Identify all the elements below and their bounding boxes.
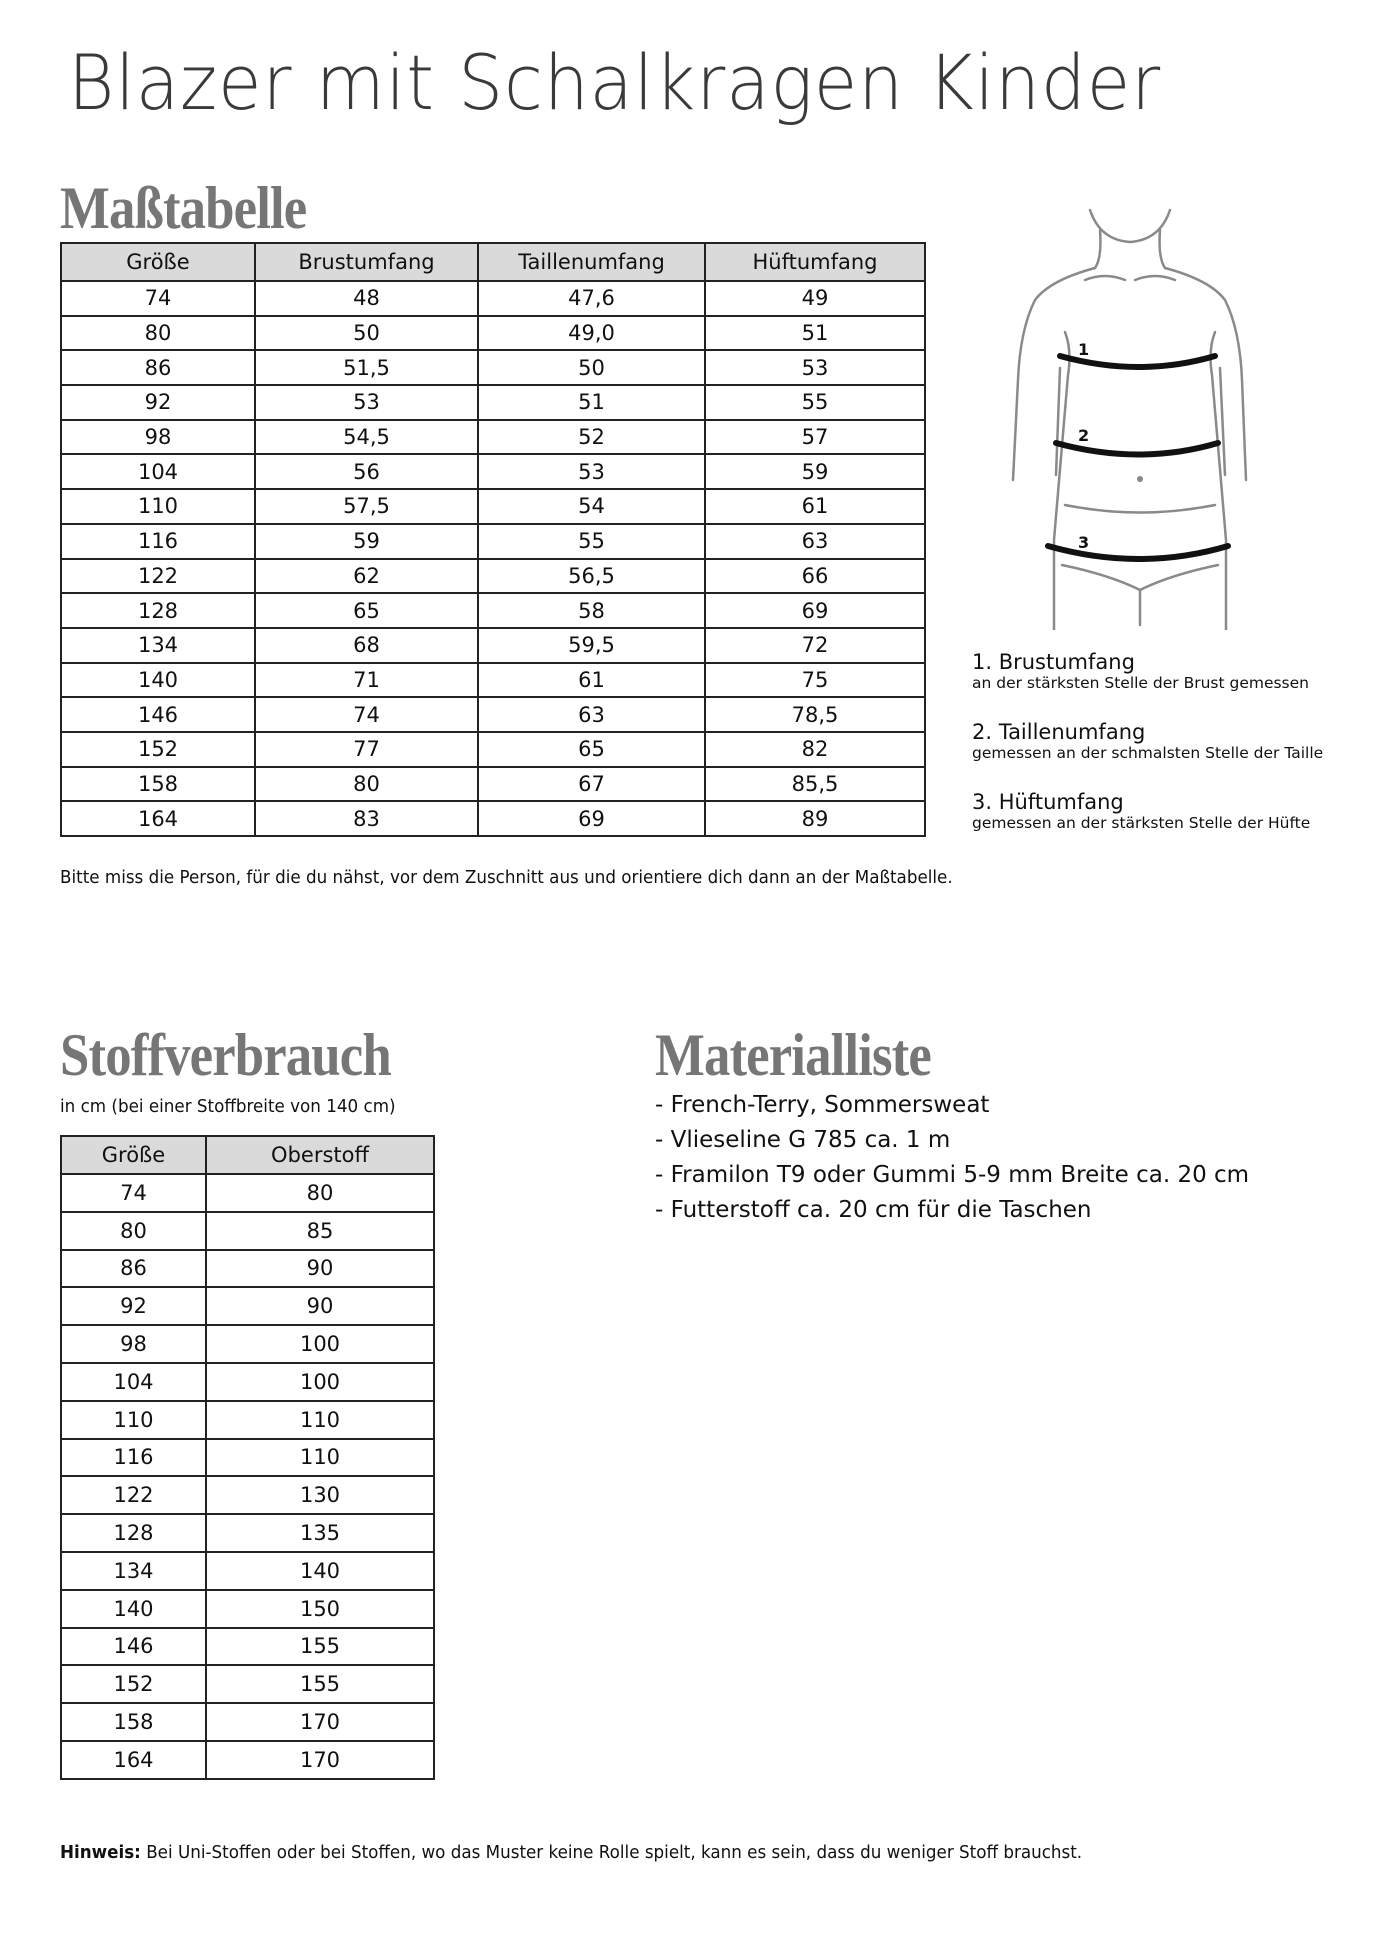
column-header-main-fabric: Oberstoff: [206, 1136, 434, 1174]
page-title: Blazer mit Schalkragen Kinder: [68, 38, 1162, 127]
table-row: [61, 1439, 434, 1477]
table-cell: 69: [705, 593, 925, 628]
table-cell: 65: [255, 593, 478, 628]
table-cell: 90: [206, 1250, 434, 1288]
table-row: [61, 593, 925, 628]
table-cell: 86: [61, 1250, 206, 1288]
size-chart-table: [60, 242, 926, 837]
materials-list: [655, 1088, 1249, 1228]
table-cell: 62: [255, 559, 478, 594]
table-cell: 85,5: [705, 767, 925, 802]
table-cell: 54: [478, 489, 705, 524]
hint-text: Bei Uni-Stoffen oder bei Stoffen, wo das Muster keine Rolle spielt, kann es sein, dass du weniger Stoff brauchst.: [140, 1842, 1083, 1863]
table-row: [61, 1665, 434, 1703]
table-row: [61, 1741, 434, 1779]
table-cell: 78,5: [705, 697, 925, 732]
table-cell: 47,6: [478, 281, 705, 316]
table-row: [61, 1703, 434, 1741]
fabric-usage-table: [60, 1135, 435, 1780]
table-cell: 155: [206, 1628, 434, 1666]
table-cell: 63: [705, 524, 925, 559]
table-cell: 152: [61, 732, 255, 767]
table-cell: 122: [61, 559, 255, 594]
column-header-size: Größe: [61, 1136, 206, 1174]
table-row: [61, 1628, 434, 1666]
table-cell: 54,5: [255, 420, 478, 455]
legend-title: 3. Hüftumfang: [972, 790, 1124, 814]
table-cell: 80: [61, 1212, 206, 1250]
table-cell: 55: [478, 524, 705, 559]
table-cell: 61: [478, 663, 705, 698]
table-row: [61, 1552, 434, 1590]
table-cell: 98: [61, 420, 255, 455]
table-row: [61, 489, 925, 524]
table-cell: 75: [705, 663, 925, 698]
marker-1: 1: [1078, 340, 1090, 359]
table-row: [61, 524, 925, 559]
table-cell: 80: [206, 1174, 434, 1212]
legend-description: an der stärksten Stelle der Brust gemessen: [972, 674, 1309, 692]
table-row: [61, 350, 925, 385]
table-cell: 150: [206, 1590, 434, 1628]
material-item: - Vlieseline G 785 ca. 1 m: [655, 1127, 951, 1153]
hip-measure-line: [1048, 546, 1228, 559]
table-cell: 59,5: [478, 628, 705, 663]
table-header-row: [61, 243, 925, 281]
table-cell: 135: [206, 1514, 434, 1552]
table-row: [61, 628, 925, 663]
table-cell: 158: [61, 1703, 206, 1741]
table-cell: 100: [206, 1363, 434, 1401]
table-cell: 61: [705, 489, 925, 524]
body-measurement-figure: [1010, 200, 1290, 630]
table-cell: 59: [705, 454, 925, 489]
table-cell: 164: [61, 1741, 206, 1779]
table-cell: 80: [255, 767, 478, 802]
hint-note: [60, 1842, 1082, 1863]
table-cell: 50: [478, 350, 705, 385]
table-cell: 51: [478, 385, 705, 420]
table-cell: 49,0: [478, 316, 705, 351]
body-outline-icon: [1010, 200, 1290, 630]
table-cell: 122: [61, 1476, 206, 1514]
table-row: [61, 281, 925, 316]
table-row: [61, 1401, 434, 1439]
table-cell: 110: [206, 1439, 434, 1477]
table-cell: 51: [705, 316, 925, 351]
table-cell: 85: [206, 1212, 434, 1250]
table-cell: 56,5: [478, 559, 705, 594]
table-cell: 170: [206, 1703, 434, 1741]
table-cell: 89: [705, 801, 925, 836]
measurement-legend: [972, 650, 1323, 860]
table-cell: 57: [705, 420, 925, 455]
table-cell: 53: [478, 454, 705, 489]
table-cell: 164: [61, 801, 255, 836]
table-row: [61, 454, 925, 489]
table-cell: 50: [255, 316, 478, 351]
table-row: [61, 559, 925, 594]
table-row: [61, 697, 925, 732]
table-cell: 53: [705, 350, 925, 385]
table-cell: 82: [705, 732, 925, 767]
legend-item-hip: [972, 790, 1323, 860]
table-cell: 74: [61, 1174, 206, 1212]
materials-heading: Materialliste: [655, 1022, 931, 1088]
table-cell: 110: [206, 1401, 434, 1439]
table-row: [61, 732, 925, 767]
table-cell: 90: [206, 1287, 434, 1325]
table-cell: 140: [206, 1552, 434, 1590]
size-chart-note: Bitte miss die Person, für die du nähst, vor dem Zuschnitt aus und orientiere dich dann an der Maßtabelle.: [60, 867, 953, 888]
table-cell: 116: [61, 524, 255, 559]
table-cell: 92: [61, 1287, 206, 1325]
table-cell: 63: [478, 697, 705, 732]
table-row: [61, 1514, 434, 1552]
table-cell: 52: [478, 420, 705, 455]
hint-label: Hinweis:: [60, 1842, 141, 1863]
table-row: [61, 316, 925, 351]
table-cell: 77: [255, 732, 478, 767]
table-cell: 128: [61, 593, 255, 628]
table-row: [61, 767, 925, 802]
table-cell: 155: [206, 1665, 434, 1703]
fabric-usage-heading: Stoffverbrauch: [60, 1022, 391, 1088]
table-row: [61, 1590, 434, 1628]
table-row: [61, 1476, 434, 1514]
table-cell: 83: [255, 801, 478, 836]
table-header-row: [61, 1136, 434, 1174]
table-cell: 130: [206, 1476, 434, 1514]
material-item: - French-Terry, Sommersweat: [655, 1092, 990, 1118]
legend-item-waist: [972, 720, 1323, 790]
table-cell: 51,5: [255, 350, 478, 385]
table-cell: 170: [206, 1741, 434, 1779]
column-header-chest: Brustumfang: [255, 243, 478, 281]
table-cell: 100: [206, 1325, 434, 1363]
legend-description: gemessen an der schmalsten Stelle der Taille: [972, 744, 1324, 762]
table-cell: 48: [255, 281, 478, 316]
table-row: [61, 1212, 434, 1250]
table-cell: 74: [255, 697, 478, 732]
table-cell: 110: [61, 1401, 206, 1439]
column-header-hip: Hüftumfang: [705, 243, 925, 281]
table-row: [61, 385, 925, 420]
table-cell: 152: [61, 1665, 206, 1703]
table-cell: 53: [255, 385, 478, 420]
table-cell: 158: [61, 767, 255, 802]
table-cell: 57,5: [255, 489, 478, 524]
table-cell: 69: [478, 801, 705, 836]
column-header-waist: Taillenumfang: [478, 243, 705, 281]
size-chart-heading: Maßtabelle: [60, 175, 307, 241]
table-cell: 72: [705, 628, 925, 663]
table-cell: 49: [705, 281, 925, 316]
fabric-usage-subtitle: in cm (bei einer Stoffbreite von 140 cm): [60, 1096, 396, 1117]
table-cell: 66: [705, 559, 925, 594]
table-cell: 80: [61, 316, 255, 351]
table-cell: 134: [61, 628, 255, 663]
marker-2: 2: [1078, 426, 1090, 445]
table-row: [61, 1174, 434, 1212]
table-cell: 128: [61, 1514, 206, 1552]
table-row: [61, 663, 925, 698]
table-cell: 116: [61, 1439, 206, 1477]
table-cell: 56: [255, 454, 478, 489]
table-row: [61, 1325, 434, 1363]
table-cell: 98: [61, 1325, 206, 1363]
table-cell: 146: [61, 697, 255, 732]
material-item: - Framilon T9 oder Gummi 5-9 mm Breite ca. 20 cm: [655, 1162, 1250, 1188]
table-cell: 59: [255, 524, 478, 559]
table-cell: 71: [255, 663, 478, 698]
table-cell: 86: [61, 350, 255, 385]
legend-title: 1. Brustumfang: [972, 650, 1135, 674]
table-cell: 134: [61, 1552, 206, 1590]
table-cell: 140: [61, 1590, 206, 1628]
table-cell: 65: [478, 732, 705, 767]
material-item: - Futterstoff ca. 20 cm für die Taschen: [655, 1197, 1092, 1223]
legend-description: gemessen an der stärksten Stelle der Hüfte: [972, 814, 1311, 832]
column-header-size: Größe: [61, 243, 255, 281]
table-cell: 104: [61, 1363, 206, 1401]
legend-item-chest: [972, 650, 1323, 720]
marker-3: 3: [1078, 533, 1090, 552]
table-row: [61, 1250, 434, 1288]
table-cell: 74: [61, 281, 255, 316]
table-cell: 110: [61, 489, 255, 524]
table-cell: 146: [61, 1628, 206, 1666]
table-cell: 68: [255, 628, 478, 663]
table-cell: 55: [705, 385, 925, 420]
table-cell: 104: [61, 454, 255, 489]
table-cell: 92: [61, 385, 255, 420]
table-cell: 140: [61, 663, 255, 698]
table-row: [61, 1287, 434, 1325]
table-cell: 67: [478, 767, 705, 802]
legend-title: 2. Taillenumfang: [972, 720, 1146, 744]
table-row: [61, 1363, 434, 1401]
table-row: [61, 420, 925, 455]
table-row: [61, 801, 925, 836]
table-cell: 58: [478, 593, 705, 628]
